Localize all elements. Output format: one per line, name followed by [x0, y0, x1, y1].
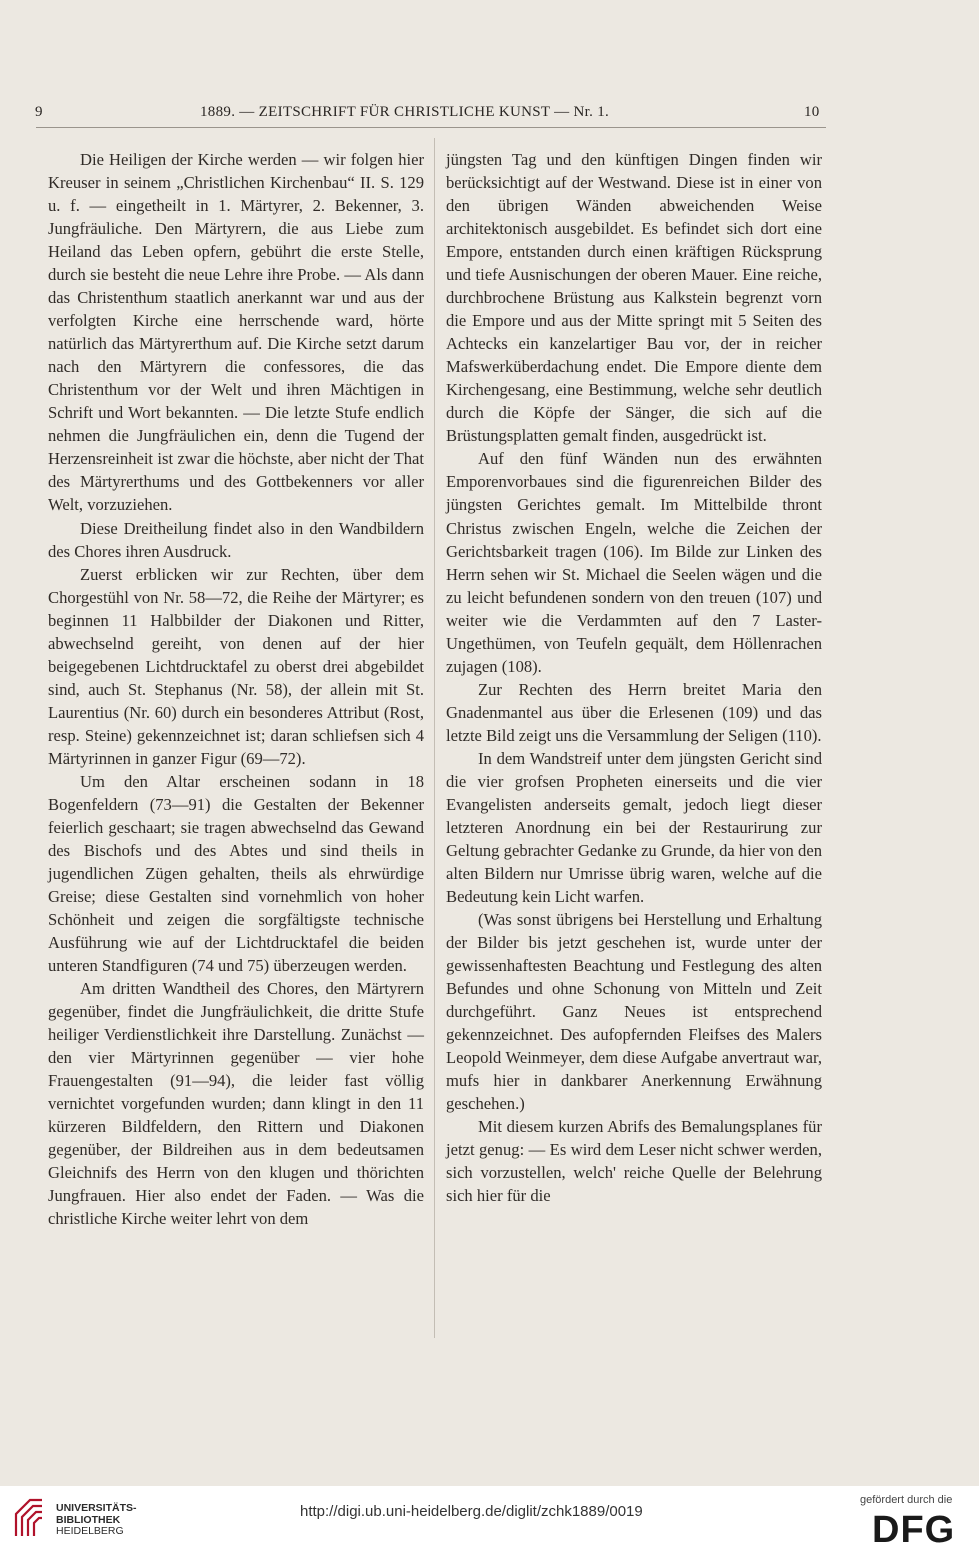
- paragraph: Diese Dreitheilung findet also in den Wandbildern des Chores ihren Ausdruck.: [48, 518, 424, 561]
- paragraph: Um den Altar erscheinen sodann in 18 Bogenfeldern (73—91) die Gestalten der Bekenner feierlich geschaart; sie tragen abwechselnd das Gewand des Bischofs und des Abtes und sind theils in jugendlichen Zügen gehalten, theils als ehrwürdige Greise; diese Gestalten sind vornehmlich von hoher Schönheit und zeigen die sorgfältigste technische Ausführung wie auf der Lichtdrucktafel die beiden unteren Standfiguren (74 und 75) überzeugen werden.: [48, 771, 424, 976]
- library-line-2: BIBLIOTHEK: [56, 1513, 121, 1526]
- library-name: [56, 1503, 137, 1538]
- right-page-number: 10: [804, 104, 820, 120]
- left-page-number: 9: [35, 104, 43, 120]
- ub-heidelberg-logo-icon: [12, 1496, 46, 1540]
- library-line-1: UNIVERSITÄTS-: [56, 1502, 137, 1514]
- running-header-title: 1889. — ZEITSCHRIFT FÜR CHRISTLICHE KUNST — Nr. 1.: [200, 104, 610, 120]
- footer-bar: [0, 1486, 979, 1555]
- source-url-link[interactable]: http://digi.ub.uni-heidelberg.de/diglit/zchk1889/0019: [300, 1503, 643, 1520]
- dfg-logo: DFG: [872, 1509, 956, 1551]
- library-line-3: HEIDELBERG: [56, 1525, 124, 1537]
- paragraph: (Was sonst übrigens bei Herstellung und Erhaltung der Bilder bis jetzt geschehen ist, wurde unter der gewissenhaftesten Beachtung und Festlegung des alten Befundes und ohne Schonung von Mitteln und Zeit durchgeführt. Ganz Neues ist entsprechend gekennzeichnet. Des aufopfernden Fleifses des Malers Leopold Weinmeyer, dem diese Aufgabe anvertraut war, mufs hier in dankbarer Anerkennung Erwähnung geschehen.): [446, 910, 822, 1114]
- left-column: [48, 148, 424, 1230]
- paragraph: Die Heiligen der Kirche werden — wir folgen hier Kreuser in seinem „Christlichen Kirchenbau“ II. S. 129 u. f. — eingetheilt in 1. Märtyrer, 2. Bekenner, 3. Jungfräuliche. Den Märtyrern, die aus Liebe zum Heiland das Leben opfern, gebührt die erste Stelle, durch sie besteht die neue Lehre ihre Probe. — Als dann das Christenthum staatlich anerkannt war und aus der verfolgten Kirche eine herrschende ward, hörte natürlich das Märtyrerthum auf. Die Kirche setzt darum nach den Märtyrern die confessores, die das Christenthum vor der Welt und ihren Mächtigen in Schrift und Wort bekannten. — Die letzte Stufe endlich nehmen die Jungfräulichen ein, denn die Tugend der Herzensreinheit ist zwar die höchste, aber nicht der That des Märtyrerthums und des Gottbekenners vor aller Welt, vorzuziehen.: [48, 150, 424, 515]
- paragraph: Auf den fünf Wänden nun des erwähnten Emporenvorbaues sind die figurenreichen Bilder des jüngsten Gerichtes gemalt. Im Mittelbilde thront Christus zwischen Engeln, welche die Zeichen der Gerichtsbarkeit tragen (106). Im Bilde zur Linken des Herrn sehen wir St. Michael die Seelen wägen und die zu leicht befundenen sondern von den treuen (107) und weiter wie die Verdammten auf den 7 Laster-Ungethümen, von Teufeln gequält, dem Höllenrachen zujagen (108).: [446, 449, 822, 676]
- funding-label: gefördert durch die: [860, 1494, 953, 1506]
- right-column: [446, 148, 822, 1207]
- paragraph: jüngsten Tag und den künftigen Dingen finden wir berücksichtigt auf der Westwand. Diese ist in einer von den übrigen Wänden abweichenden Weise architektonisch ausgebildet. Es befindet sich dort eine Empore, entstanden durch einen kräftigen Rücksprung und tiefe Ausnischungen der oberen Mauer. Eine reiche, durchbrochene Brüstung aus Kalkstein begrenzt vorn die Empore und aus der Mitte springt mit 5 Seiten des Achtecks ein kanzelartiger Bau vor, der in reicher Mafswerküberdachung endet. Die Empore diente dem Kirchengesang, eine Bestimmung, welche sehr deutlich durch die Köpfe der Sänger, die sich auf die Brüstungsplatten gemalt finden, ausgedrückt ist.: [446, 150, 822, 446]
- paragraph: In dem Wandstreif unter dem jüngsten Gericht sind die vier grofsen Propheten einerseits und die vier Evangelisten anderseits gemalt, jedoch liegt dieser letzteren Anordnung ein bei der Restaurirung zur Geltung gebrachter Gedanke zu Grunde, da hier von den alten Bildern nur Umrisse übrig waren, welche auf die Bedeutung kein Licht warfen.: [446, 748, 822, 906]
- header-rule: [36, 127, 826, 128]
- paragraph: Mit diesem kurzen Abrifs des Bemalungsplanes für jetzt genug: — Es wird dem Leser nicht schwer werden, sich vorzustellen, welch' reiche Quelle der Belehrung sich hier für die: [446, 1117, 822, 1206]
- column-divider: [434, 138, 435, 1338]
- paragraph: Zur Rechten des Herrn breitet Maria den Gnadenmantel aus über die Erlesenen (109) und das letzte Bild zeigt uns die Versammlung der Seligen (110).: [446, 679, 822, 745]
- paragraph: Zuerst erblicken wir zur Rechten, über dem Chorgestühl von Nr. 58—72, die Reihe der Märtyrer; es beginnen 11 Halbbilder der Diakonen und Ritter, abwechselnd gereiht, von denen auf der hier beigegebenen Lichtdrucktafel zu oberst drei abgebildet sind, auch St. Stephanus (Nr. 58), der allein mit St. Laurentius (Nr. 60) durch ein besonderes Attribut (Rost, resp. Steine) gekennzeichnet ist; daran schliefsen sich 4 Märtyrinnen in ganzer Figur (69—72).: [48, 564, 424, 768]
- paragraph: Am dritten Wandtheil des Chores, den Märtyrern gegenüber, findet die Jungfräulichkeit, die dritte Stufe heiliger Verdienstlichkeit ihre Darstellung. Zunächst — den vier Märtyrinnen gegenüber — vier hohe Frauengestalten (91—94), die leider fast völlig vernichtet vorgefunden wurden; dann klingt in den 11 kürzeren Bildfeldern, den Rittern und Diakonen gegenüber, der Bildreihen aus in dem bedeutsamen Gleichnifs des Herrn von den klugen und thörichten Jungfrauen. Hier also endet der Faden. — Was die christliche Kirche weiter lehrt von dem: [48, 979, 424, 1229]
